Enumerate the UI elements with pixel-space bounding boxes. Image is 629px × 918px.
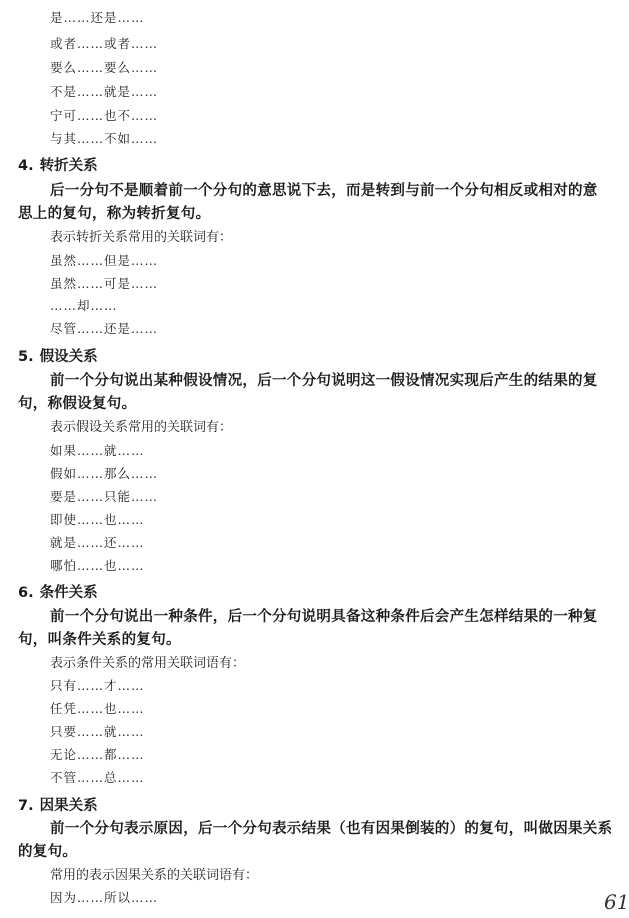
connective-item: 假如……那么…… [50, 466, 159, 481]
paragraph-line: 前一个分句表示原因，后一个分句表示结果（也有因果倒装的）的复句，叫做因果关系 [50, 821, 613, 837]
section-title: 条件关系 [39, 585, 98, 601]
list-intro: 表示条件关系的常用关联词语有： [50, 656, 246, 671]
connective-item: 虽然……但是…… [50, 253, 159, 268]
connective-item: 或者……或者…… [50, 36, 159, 51]
connective-item: 只要……就…… [50, 724, 145, 739]
connective-item: 是……还是…… [50, 10, 145, 25]
section-number: 6. [18, 585, 34, 601]
connective-item: 宁可……也不…… [50, 108, 159, 123]
connective-item: 不是……就是…… [50, 84, 159, 99]
list-intro: 表示转折关系常用的关联词有： [50, 230, 233, 245]
connective-item: 要是……只能…… [50, 489, 159, 504]
section-number: 7. [18, 798, 34, 814]
section-number: 4. [18, 158, 34, 174]
connective-item: 因为……所以…… [50, 890, 159, 905]
paragraph-line: 前一个分句说出某种假设情况，后一个分句说明这一假设情况实现后产生的结果的复 [50, 373, 598, 389]
paragraph-line: 前一个分句说出一种条件，后一个分句说明具备这种条件后会产生怎样结果的一种复 [50, 609, 598, 625]
section-heading-6 [18, 586, 98, 601]
connective-item: 哪怕……也…… [50, 558, 145, 573]
page-number-mark: 61 [604, 890, 629, 914]
paragraph-line: 句，叫条件关系的复句。 [18, 632, 181, 648]
connective-item: 如果……就…… [50, 443, 145, 458]
connective-item: 与其……不如…… [50, 131, 159, 146]
connective-item: 即使……也…… [50, 512, 145, 527]
section-title: 因果关系 [39, 798, 98, 814]
list-intro: 常用的表示因果关系的关联词语有： [50, 868, 259, 883]
connective-item: 不管……总…… [50, 770, 145, 785]
connective-item: 无论……都…… [50, 747, 145, 762]
section-title: 转折关系 [39, 158, 98, 174]
paragraph-line: 的复句。 [18, 844, 78, 860]
section-heading-7 [18, 799, 98, 814]
connective-item: 就是……还…… [50, 535, 145, 550]
connective-item: 只有……才…… [50, 678, 145, 693]
section-heading-4 [18, 159, 98, 174]
connective-item: 任凭……也…… [50, 701, 145, 716]
connective-item: 要么……要么…… [50, 60, 159, 75]
paragraph-line: 思上的复句，称为转折复句。 [18, 206, 211, 222]
paragraph-line: 句，称假设复句。 [18, 396, 137, 412]
section-heading-5 [18, 350, 98, 365]
list-intro: 表示假设关系常用的关联词有： [50, 420, 233, 435]
paragraph-line: 后一分句不是顺着前一个分句的意思说下去，而是转到与前一个分句相反或相对的意 [50, 183, 598, 199]
connective-item: 虽然……可是…… [50, 276, 159, 291]
section-title: 假设关系 [39, 349, 98, 365]
section-number: 5. [18, 349, 34, 365]
connective-item: 尽管……还是…… [50, 321, 159, 336]
connective-item: ……却…… [50, 298, 118, 313]
